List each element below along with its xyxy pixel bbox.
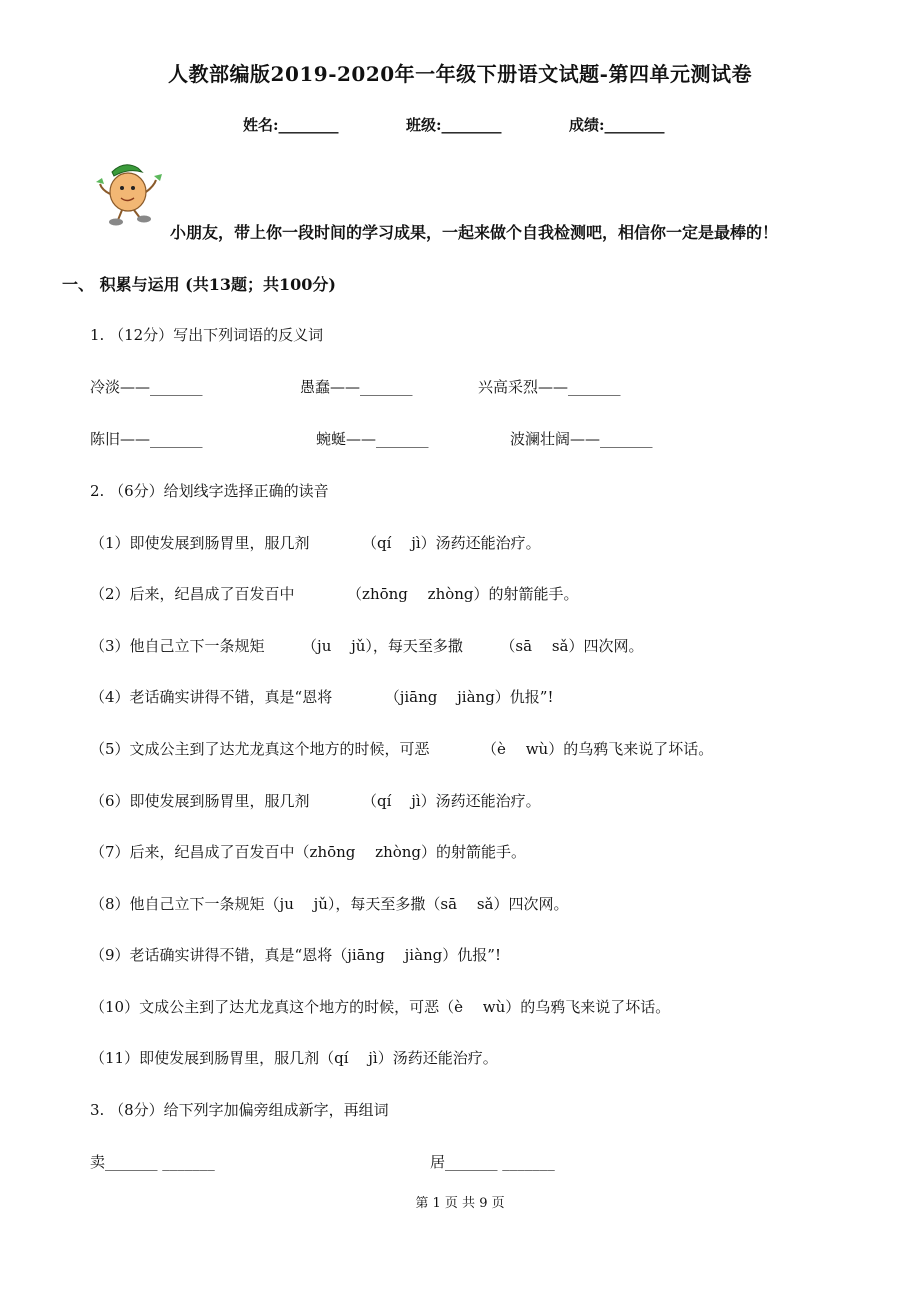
q2-item: （11）即使发展到肠胃里，服几剂（qí jì）汤药还能治疗。 bbox=[90, 1049, 498, 1067]
q2-item: （10）文成公主到了达尤龙真这个地方的时候，可恶（è wù）的乌鸦飞来说了坏话。 bbox=[90, 998, 671, 1016]
greeting-text: 小朋友，带上你一段时间的学习成果，一起来做个自我检测吧，相信你一定是最棒的！ bbox=[170, 223, 779, 242]
q2-item: （2）后来，纪昌成了百发百中 （zhōng zhòng）的射箭能手。 bbox=[90, 585, 579, 603]
section-heading: 一、 积累与运用 (共13题；共100分) bbox=[62, 275, 336, 294]
page-footer: 第 1 页 共 9 页 bbox=[415, 1196, 505, 1211]
page-title: 人教部编版2019-2020年一年级下册语文试题-第四单元测试卷 bbox=[168, 62, 752, 86]
q1-item: 冷淡——_______ bbox=[90, 378, 203, 396]
cartoon-mascot-icon bbox=[92, 158, 172, 228]
q2-item: （9）老话确实讲得不错，真是“恩将（jiāng jiàng）仇报”! bbox=[90, 946, 501, 964]
q1-item: 蜿蜒——_______ bbox=[316, 430, 429, 448]
question-3-title: 3. （8分）给下列字加偏旁组成新字，再组词 bbox=[90, 1101, 389, 1119]
q1-item: 陈旧——_______ bbox=[90, 430, 203, 448]
q3-item: 卖_______ _______ bbox=[90, 1153, 215, 1171]
q2-item: （7）后来，纪昌成了百发百中（zhōng zhòng）的射箭能手。 bbox=[90, 843, 527, 861]
class-field: 班级:________ bbox=[406, 116, 502, 134]
q2-item: （8）他自己立下一条规矩（ju jǔ），每天至多撒（sā sǎ）四次网。 bbox=[90, 895, 569, 913]
q1-item: 波澜壮阔——_______ bbox=[510, 430, 653, 448]
q1-item: 愚蠢——_______ bbox=[300, 378, 413, 396]
q2-item: （5）文成公主到了达尤龙真这个地方的时候，可恶 （è wù）的乌鸦飞来说了坏话。 bbox=[90, 740, 714, 758]
q2-item: （1）即使发展到肠胃里，服几剂 （qí jì）汤药还能治疗。 bbox=[90, 534, 541, 552]
q1-item: 兴高采烈——_______ bbox=[478, 378, 621, 396]
name-field: 姓名:________ bbox=[243, 116, 339, 134]
q2-item: （3）他自己立下一条规矩 （ju jǔ），每天至多撒 （sā sǎ）四次网。 bbox=[90, 637, 644, 655]
q2-item: （6）即使发展到肠胃里，服几剂 （qí jì）汤药还能治疗。 bbox=[90, 792, 541, 810]
score-field: 成绩:________ bbox=[569, 116, 665, 134]
question-2-title: 2. （6分）给划线字选择正确的读音 bbox=[90, 482, 329, 500]
q2-item: （4）老话确实讲得不错，真是“恩将 （jiāng jiàng）仇报”! bbox=[90, 688, 554, 706]
question-1-title: 1. （12分）写出下列词语的反义词 bbox=[90, 326, 324, 344]
q3-item: 居_______ _______ bbox=[430, 1153, 555, 1171]
